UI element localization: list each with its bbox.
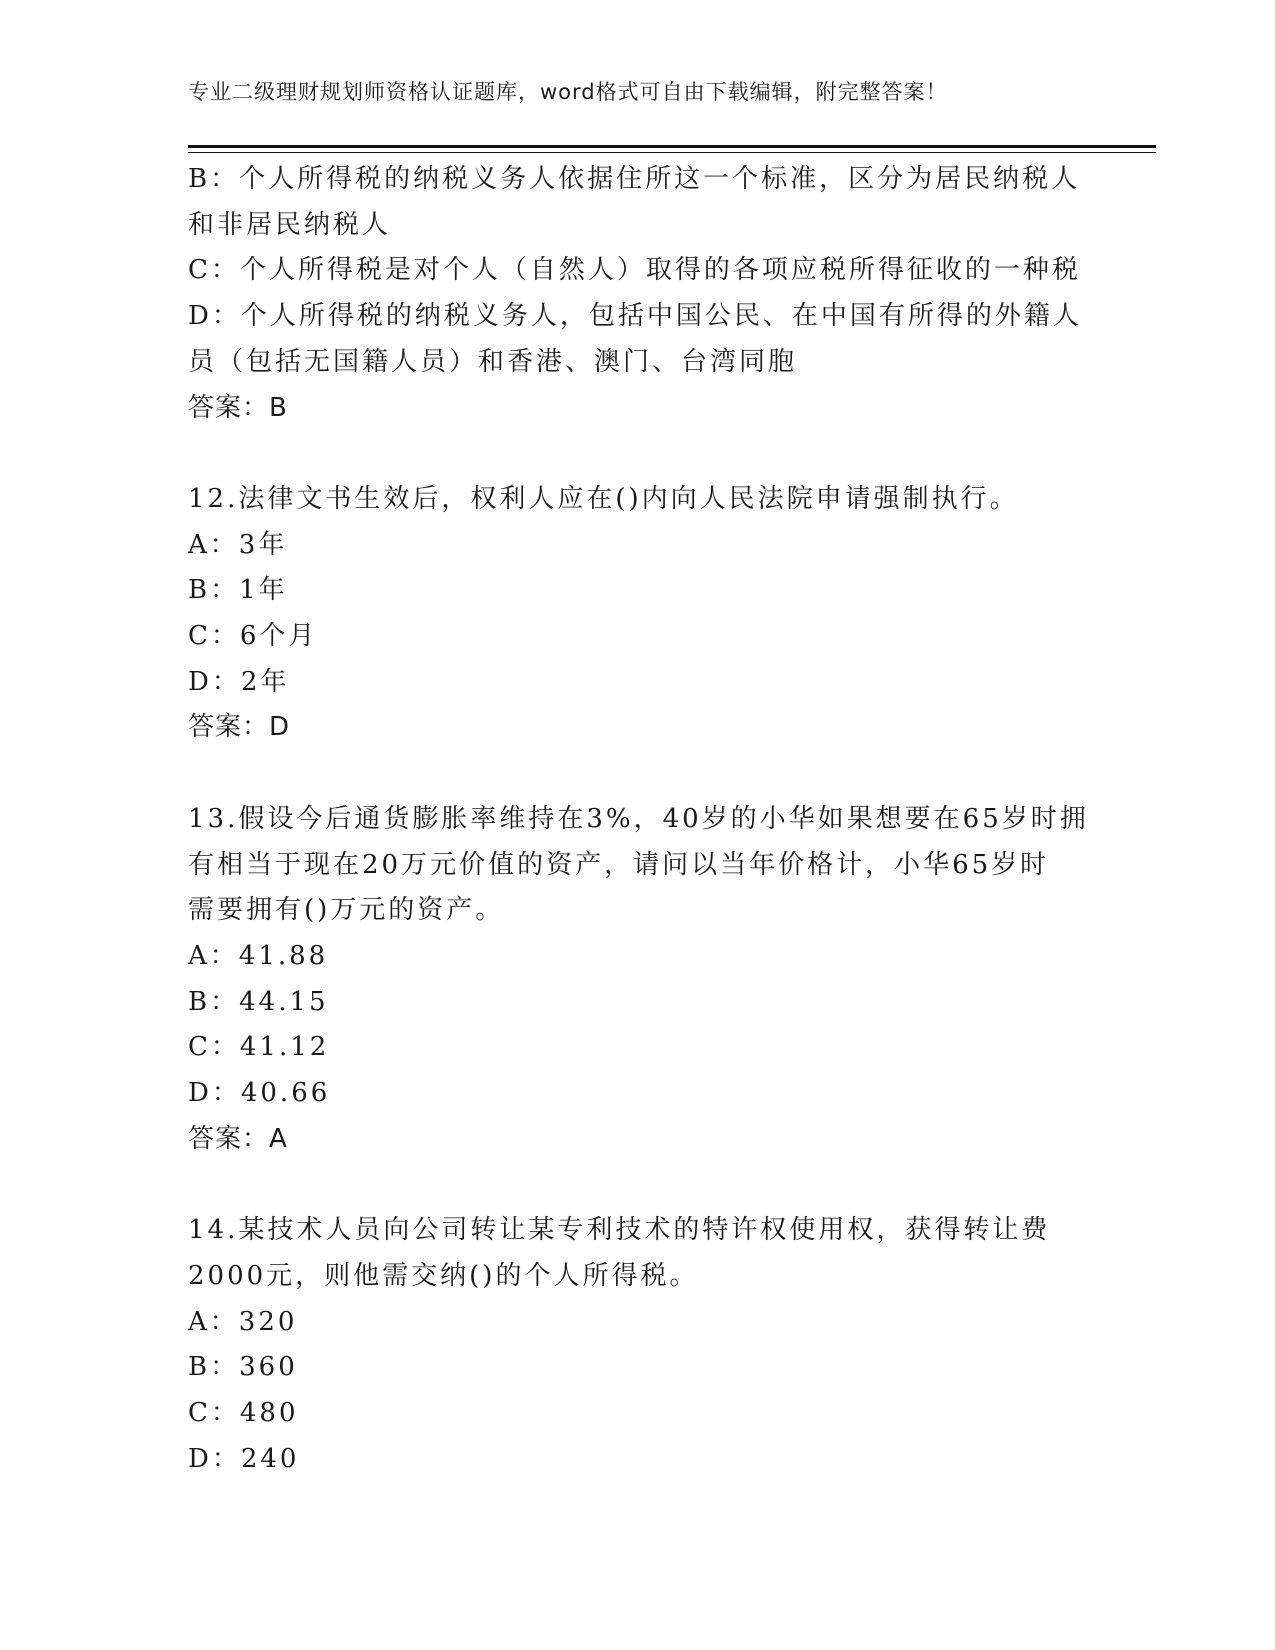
q11-option-b-line2: 和非居民纳税人 bbox=[188, 209, 392, 240]
q14-option-a: A：320 bbox=[188, 1306, 298, 1337]
q12-answer: 答案：D bbox=[188, 712, 291, 743]
q12-option-c: C：6个月 bbox=[188, 621, 318, 652]
q13-option-c: C：41.12 bbox=[188, 1032, 330, 1063]
spacer bbox=[188, 751, 1088, 797]
q13-option-b: B：44.15 bbox=[188, 986, 329, 1017]
q14-stem-line2: 2000元，则他需交纳()的个人所得税。 bbox=[188, 1260, 699, 1291]
q14-option-d: D：240 bbox=[188, 1443, 300, 1474]
q13-stem-line3: 需要拥有()万元的资产。 bbox=[188, 895, 505, 926]
q12-option-d: D：2年 bbox=[188, 666, 290, 697]
q13-answer: 答案：A bbox=[188, 1123, 288, 1154]
q12-stem: 12.法律文书生效后，权利人应在()内向人民法院申请强制执行。 bbox=[188, 483, 1019, 514]
question-content bbox=[188, 157, 1088, 1482]
header-rule-thick bbox=[188, 145, 1156, 148]
q12-option-a: A：3年 bbox=[188, 529, 288, 560]
q12-option-b: B：1年 bbox=[188, 575, 288, 606]
q14-option-c: C：480 bbox=[188, 1397, 299, 1428]
q11-option-c: C：个人所得税是对个人（自然人）取得的各项应税所得征收的一种税 bbox=[188, 255, 1081, 286]
q11-option-d-line2: 员（包括无国籍人员）和香港、澳门、台湾同胞 bbox=[188, 346, 798, 377]
q11-option-d-line1: D：个人所得税的纳税义务人，包括中国公民、在中国有所得的外籍人 bbox=[188, 301, 1082, 332]
spacer bbox=[188, 1162, 1088, 1208]
page-header: 专业二级理财规划师资格认证题库，word格式可自由下载编辑，附完整答案！ bbox=[188, 80, 948, 104]
q14-option-b: B：360 bbox=[188, 1352, 298, 1383]
spacer bbox=[188, 431, 1088, 477]
q13-stem-line1: 13.假设今后通货膨胀率维持在3%，40岁的小华如果想要在65岁时拥 bbox=[188, 803, 1089, 834]
q14-stem-line1: 14.某技术人员向公司转让某专利技术的特许权使用权，获得转让费 bbox=[188, 1215, 1051, 1246]
q13-option-d: D：40.66 bbox=[188, 1078, 331, 1109]
q13-option-a: A：41.88 bbox=[188, 940, 329, 971]
header-rule-thin bbox=[188, 152, 1156, 153]
q11-option-b-line1: B：个人所得税的纳税义务人依据住所这一个标准，区分为居民纳税人 bbox=[188, 164, 1081, 194]
q13-stem-line2: 有相当于现在20万元价值的资产，请问以当年价格计，小华65岁时 bbox=[188, 849, 1050, 880]
q11-answer: 答案：B bbox=[188, 392, 288, 423]
